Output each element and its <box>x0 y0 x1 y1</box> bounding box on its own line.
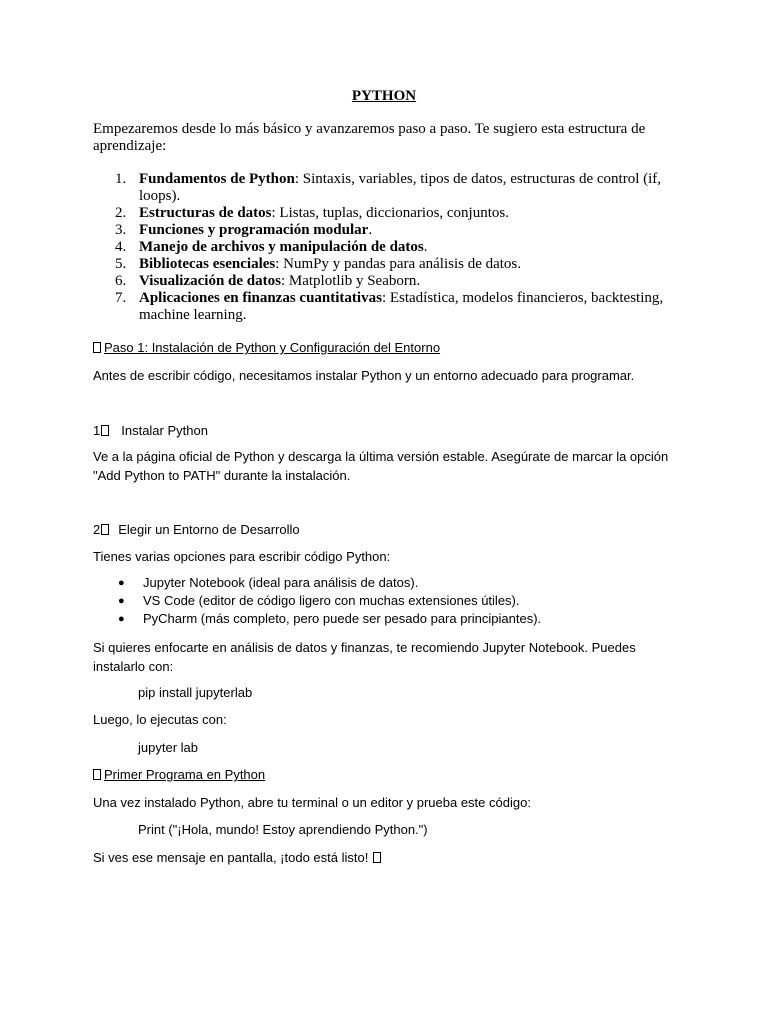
roadmap-item <box>93 256 673 273</box>
install-python-text: Ve a la página oficial de Python y descarga la última versión estable. Asegúrate de marcar la opción "Add Python to PATH" durante la instalación. <box>93 449 669 483</box>
substep-number: 2 <box>93 522 101 537</box>
roadmap-item-description: : Sintaxis, variables, tipos de datos, estructuras de control (if, loops). <box>139 171 662 204</box>
substep-label: Instalar Python <box>121 423 208 438</box>
step1-heading-text: Paso 1: Instalación de Python y Configuración del Entorno <box>104 340 441 355</box>
list-item-text: VS Code (editor de código ligero con muchas extensiones útiles). <box>143 593 520 608</box>
roadmap-item-description: . <box>423 239 428 255</box>
bullet-icon: ● <box>118 595 125 607</box>
roadmap-item-title: Aplicaciones en finanzas cuantitativas <box>139 290 382 306</box>
roadmap-item-title: Visualización de datos <box>139 273 281 289</box>
roadmap-item <box>93 205 673 222</box>
substep-number: 1 <box>93 423 101 438</box>
closing-text-content: Si ves ese mensaje en pantalla, ¡todo está listo! <box>93 850 369 865</box>
list-item-text: PyCharm (más completo, pero puede ser pesado para principiantes). <box>143 611 542 626</box>
roadmap-item-title: Estructuras de datos <box>139 205 272 221</box>
environment-options-list <box>93 574 673 628</box>
missing-glyph-icon <box>93 769 101 780</box>
roadmap-item-number: 4. <box>115 239 127 255</box>
substep-choose-environment <box>93 520 300 539</box>
roadmap-item <box>93 290 673 324</box>
missing-glyph-icon <box>93 342 101 353</box>
run-intro: Luego, lo ejecutas con: <box>93 712 227 727</box>
step1-intro: Antes de escribir código, necesitamos instalar Python y un entorno adecuado para programar. <box>93 368 635 383</box>
roadmap-item-description: . <box>368 222 373 238</box>
roadmap-item-description: : Estadística, modelos financieros, backtesting, machine learning. <box>139 290 664 323</box>
roadmap-item-title: Fundamentos de Python <box>139 171 295 187</box>
roadmap-item <box>93 273 673 290</box>
roadmap-item-number: 1. <box>115 171 127 187</box>
roadmap-item <box>93 222 673 239</box>
substep-label: Elegir un Entorno de Desarrollo <box>118 522 300 537</box>
roadmap-item-description: : Listas, tuplas, diccionarios, conjuntos. <box>271 205 509 221</box>
keycap-icon <box>101 524 109 535</box>
run-command: jupyter lab <box>138 740 198 755</box>
missing-glyph-icon <box>373 852 381 863</box>
roadmap-item-number: 3. <box>115 222 127 238</box>
keycap-icon <box>101 425 109 436</box>
roadmap-item-title: Funciones y programación modular <box>139 222 369 238</box>
document-title: PYTHON <box>351 88 417 104</box>
list-item <box>93 592 673 610</box>
roadmap-item-title: Manejo de archivos y manipulación de datos <box>139 239 424 255</box>
roadmap-item-description: : Matplotlib y Seaborn. <box>280 273 421 289</box>
environment-intro: Tienes varias opciones para escribir código Python: <box>93 549 391 564</box>
list-item <box>93 610 673 628</box>
intro-paragraph: Empezaremos desde lo más básico y avanzaremos paso a paso. Te sugiero esta estructura de aprendizaje: <box>93 121 646 154</box>
substep-install-python <box>93 421 208 440</box>
roadmap-item-description: : NumPy y pandas para análisis de datos. <box>275 256 522 272</box>
bullet-icon: ● <box>118 613 125 625</box>
closing-text <box>93 848 673 867</box>
roadmap-item <box>93 239 673 256</box>
roadmap-list <box>93 171 673 324</box>
install-command: pip install jupyterlab <box>138 685 253 700</box>
roadmap-item <box>93 171 673 205</box>
step1-heading <box>93 338 440 357</box>
roadmap-item-number: 2. <box>115 205 127 221</box>
first-program-heading <box>93 765 265 784</box>
recommendation-text: Si quieres enfocarte en análisis de datos y finanzas, te recomiendo Jupyter Notebook. Puedes instalarlo con: <box>93 640 636 674</box>
first-program-heading-text: Primer Programa en Python <box>104 767 266 782</box>
first-program-code: Print ("¡Hola, mundo! Estoy aprendiendo Python.") <box>138 822 428 837</box>
bullet-icon: ● <box>118 577 125 589</box>
roadmap-item-number: 5. <box>115 256 127 272</box>
list-item <box>93 574 673 592</box>
list-item-text: Jupyter Notebook (ideal para análisis de datos). <box>143 575 419 590</box>
roadmap-item-number: 6. <box>115 273 127 289</box>
first-program-intro: Una vez instalado Python, abre tu terminal o un editor y prueba este código: <box>93 795 531 810</box>
roadmap-item-number: 7. <box>115 290 127 306</box>
roadmap-item-title: Bibliotecas esenciales <box>139 256 276 272</box>
